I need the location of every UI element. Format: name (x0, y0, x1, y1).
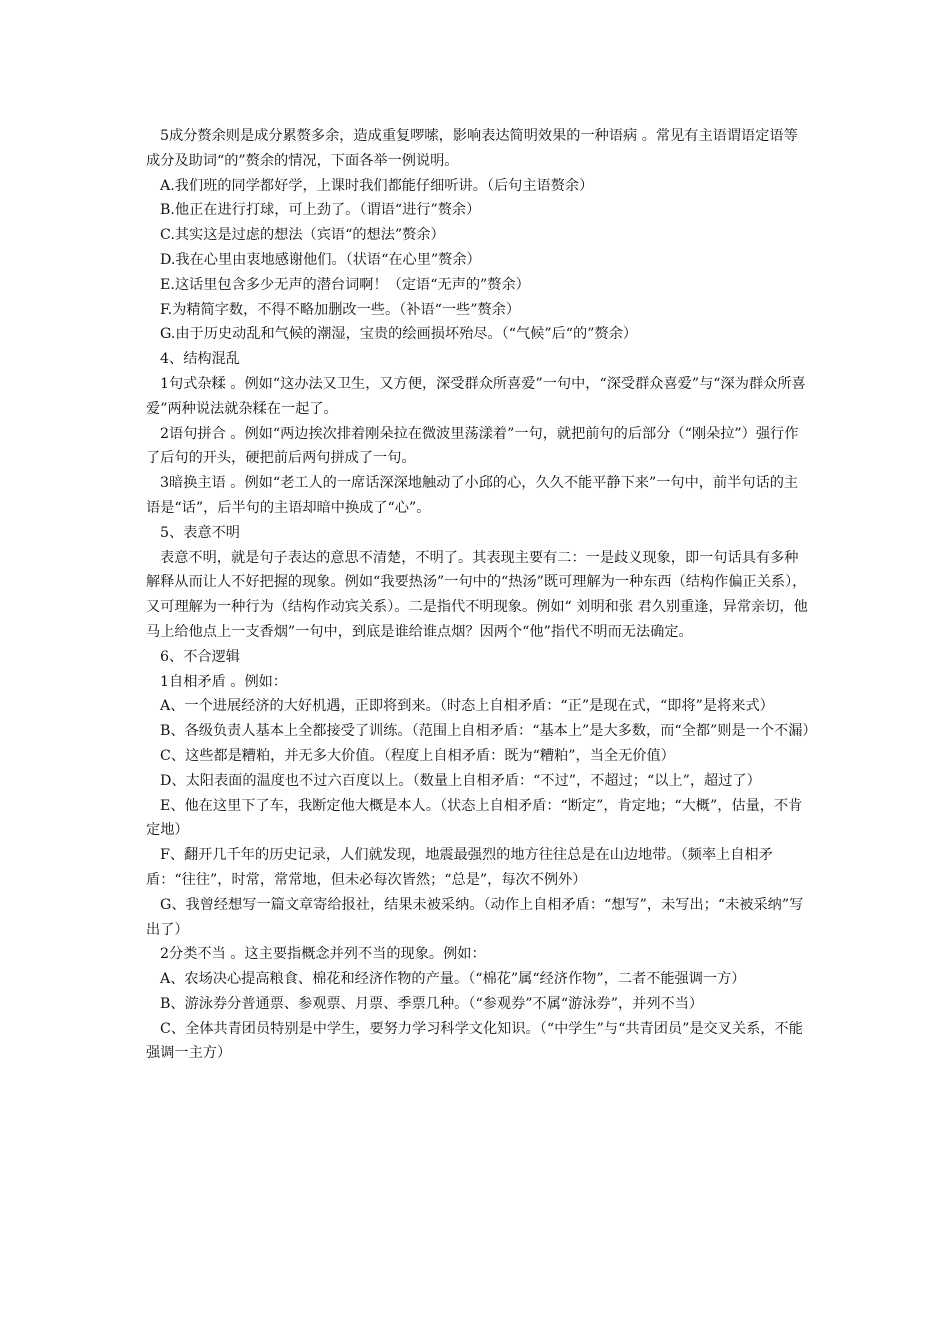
contradiction-example-a: A、一个进展经济的大好机遇，正即将到来。（时态上自相矛盾：“正”是现在式，“即将”是将来式） (160, 698, 774, 715)
example-g: G.由于历史动乱和气候的潮湿，宝贵的绘画损坏殆尽。（“气候”后“的”赘余） (160, 326, 638, 343)
paragraph-spliced-sentence: 2语句拼合 。例如“两边挨次排着刚朵拉在微波里荡漾着”一句，就把前句的后部分（“刚朵拉”）强行作了后句的开头，硬把前后两句拼成了一句。 (146, 425, 799, 467)
paragraph-mixed-sentence: 1句式杂糅 。例如“这办法又卫生，又方便，深受群众所喜爱”一句中，“深受群众喜爱”与“深为群众所喜爱”两种说法就杂糅在一起了。 (146, 375, 806, 417)
example-e: E.这话里包含多少无声的潜台词啊！（定语“无声的”赘余） (160, 276, 530, 293)
contradiction-example-g: G、我曾经想写一篇文章寄给报社，结果未被采纳。（动作上自相矛盾：“想写”，未写出；“未被采纳”写出了） (146, 896, 804, 938)
classification-example-a: A、农场决心提高粮食、棉花和经济作物的产量。（“棉花”属“经济作物”，二者不能强调一方） (160, 971, 746, 988)
contradiction-example-d: D、太阳表面的温度也不过六百度以上。（数量上自相矛盾：“不过”，不超过；“以上”，超过了） (160, 772, 761, 789)
classification-example-b: B、游泳券分普通票、参观票、月票、季票几种。（“参观券”不属“游泳券”，并列不当） (160, 995, 704, 1012)
contradiction-example-e: E、他在这里下了车，我断定他大概是本人。（状态上自相矛盾：“断定”，肯定地；“大概”，估量，不肯定地） (146, 797, 803, 839)
paragraph-subject-shift: 3暗换主语 。例如“老工人的一席话深深地触动了小邱的心，久久不能平静下来”一句中，前半句话的主语是“话”，后半句的主语却暗中换成了“心”。 (146, 475, 799, 516)
contradiction-example-c: C、这些都是糟粕，并无多大价值。（程度上自相矛盾：既为“糟粕”，当全无价值） (160, 747, 675, 764)
contradiction-example-f: F、翻开几千年的历史记录，人们就发现，地震最强烈的地方往往总是在山边地带。（频率上自相矛盾：“往往”，时常，常常地，但未必每次皆然；“总是”，每次不例外） (146, 847, 773, 888)
paragraph-unclear-meaning: 表意不明，就是句子表达的意思不清楚，不明了。其表现主要有二：一是歧义现象，即一句话具有多种解释从而让人不好把握的现象。例如“我要热汤”一句中的“热汤”既可理解为一种东西（结构作偏正关系），又可理解为一种行为（结构作动宾关系）。二是指代不明现象。例如“ 刘明和张 君久别重逢，异常亲切，他马上给他点上一支香烟”一句中，到底是谁给谁点烟？因两个“他”指代不明而无法确定。 (146, 549, 808, 640)
section-heading-structure: 4、结构混乱 (160, 351, 240, 368)
paragraph-self-contradiction: 1自相矛盾 。例如： (160, 673, 288, 690)
example-b: B.他正在进行打球，可上劲了。（谓语“进行”赘余） (160, 202, 481, 219)
example-d: D.我在心里由衷地感谢他们。（状语“在心里”赘余） (160, 251, 481, 268)
paragraph-redundancy-intro: 5成分赘余则是成分累赘多余，造成重复啰嗦，影响表达简明效果的一种语病 。常见有主语谓语定语等成分及助词“的”赘余的情况，下面各举一例说明。 (146, 128, 798, 169)
paragraph-improper-classification: 2分类不当 。这主要指概念并列不当的现象。例如： (160, 946, 486, 963)
section-heading-illogical: 6、不合逻辑 (160, 648, 240, 665)
section-heading-unclear: 5、表意不明 (160, 524, 240, 541)
classification-example-c: C、全体共青团员特别是中学生，要努力学习科学文化知识。（“中学生”与“共青团员”是交叉关系，不能强调一主方） (146, 1020, 803, 1062)
contradiction-example-b: B、各级负责人基本上全都接受了训练。（范围上自相矛盾：“基本上”是大多数，而“全都”则是一个不漏） (160, 723, 817, 740)
example-c: C.其实这是过虑的想法（宾语“的想法”赘余） (160, 227, 445, 244)
document-page (146, 124, 817, 1066)
example-a: A.我们班的同学都好学，上课时我们都能仔细听讲。（后句主语赘余） (160, 177, 594, 194)
example-f: F.为精简字数，不得不略加删改一些。（补语“一些”赘余） (160, 301, 521, 318)
